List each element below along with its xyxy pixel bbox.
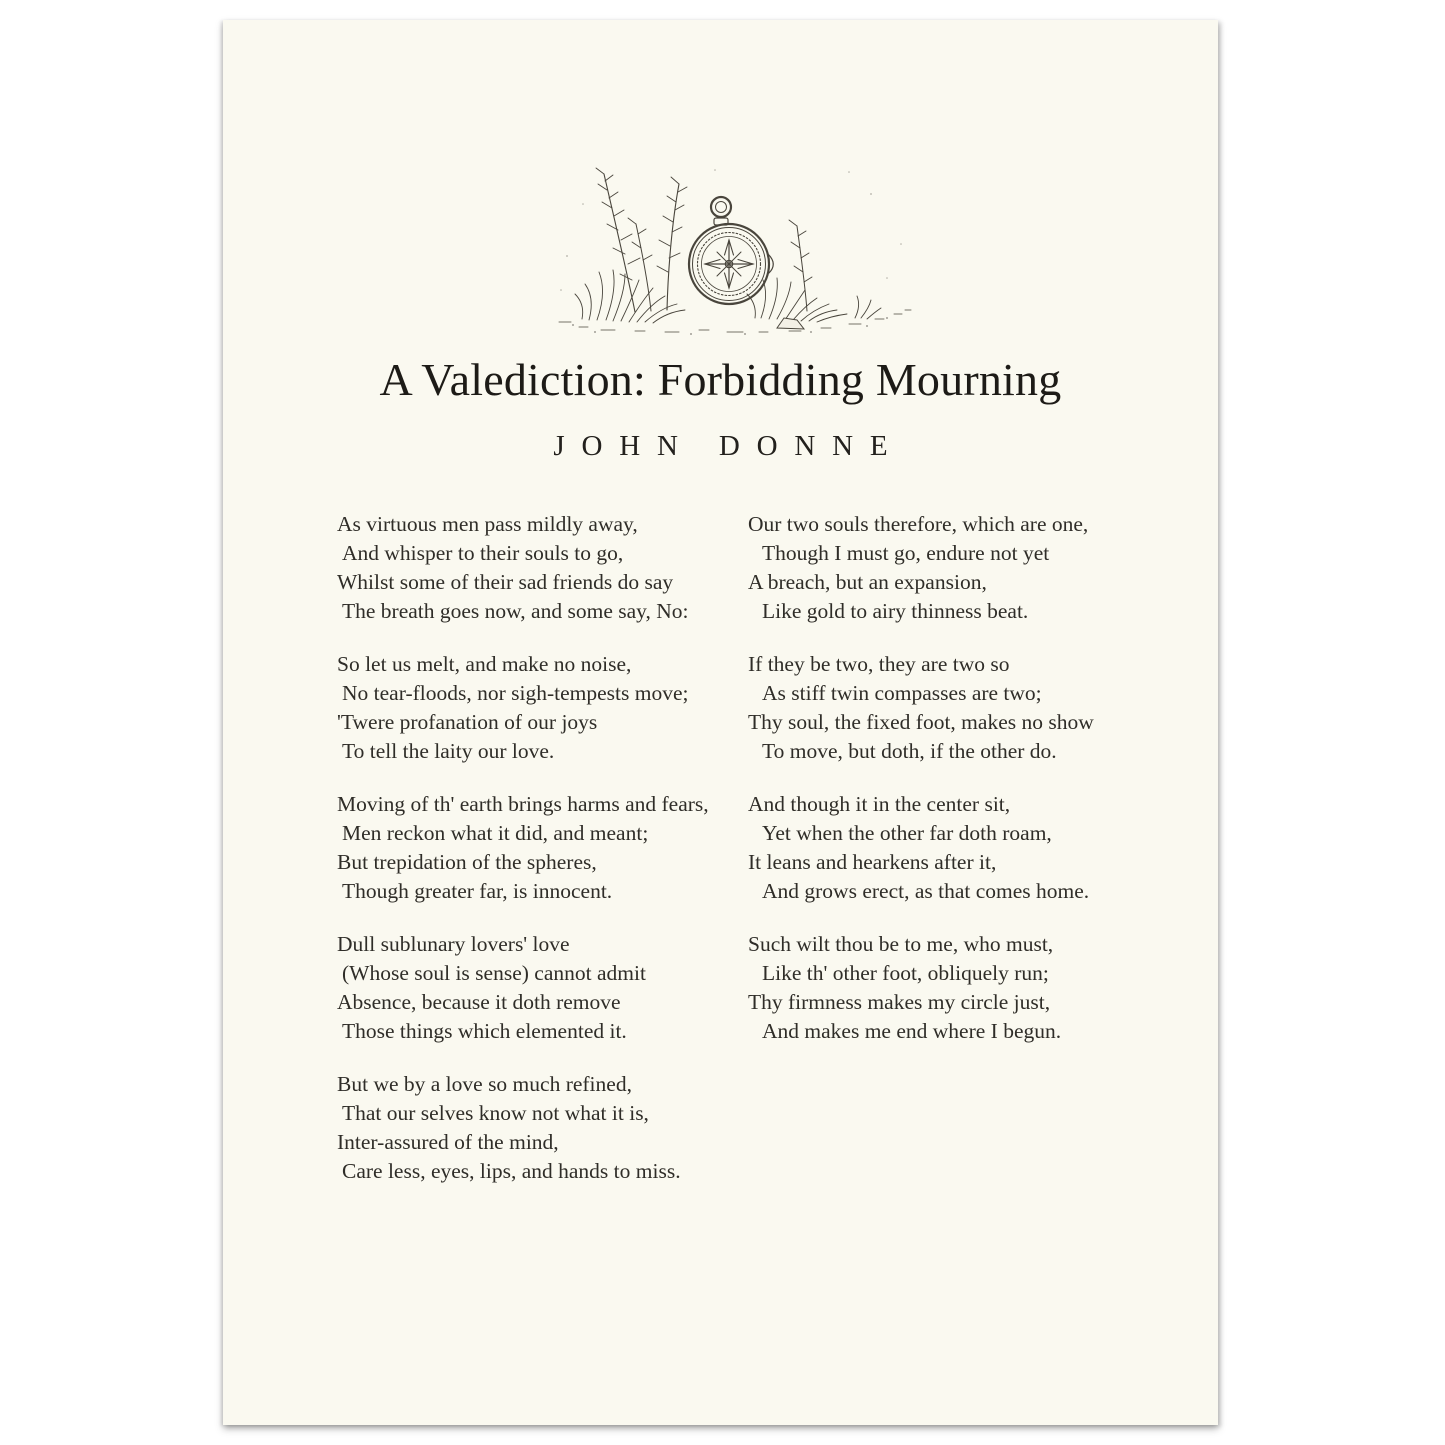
stanza-6 [748,510,1128,626]
poem-line: Moving of th' earth brings harms and fears, [337,791,709,816]
poem-line: As virtuous men pass mildly away, [337,511,638,536]
poem-line: Such wilt thou be to me, who must, [748,931,1054,956]
stanza-3 [337,790,748,906]
poem-column-right [748,510,1128,1210]
poem-line: And though it in the center sit, [748,791,1011,816]
header-illustration [223,160,1218,340]
poem-line: As stiff twin compasses are two; [762,680,1042,705]
poem-line: Dull sublunary lovers' love [337,931,570,956]
poem-line: Absence, because it doth remove [337,989,621,1014]
stanza-1 [337,510,748,626]
poem-line: (Whose soul is sense) cannot admit [342,960,646,985]
poem-author-text: JOHN DONNE [553,430,905,463]
poem-line: Thy soul, the fixed foot, makes no show [748,709,1094,734]
poem-line: Yet when the other far doth roam, [762,820,1052,845]
compass-in-grass-illustration-icon [549,160,929,340]
poem-line: 'Twere profanation of our joys [337,709,598,734]
poem-line: Care less, eyes, lips, and hands to miss. [342,1158,681,1183]
stanza-2 [337,650,748,766]
stanza-9 [748,930,1128,1046]
poem-line: If they be two, they are two so [748,651,1010,676]
poster-paper [223,20,1218,1425]
poem-title: A Valediction: Forbidding Mourning [379,354,1062,405]
poem-line: Though greater far, is innocent. [342,878,613,903]
poem-columns [337,510,1218,1210]
poem-line: Whilst some of their sad friends do say [337,569,674,594]
poem-line: Thy firmness makes my circle just, [748,989,1051,1014]
poem-line: Those things which elemented it. [342,1018,627,1043]
stanza-7 [748,650,1128,766]
poem-line: The breath goes now, and some say, No: [342,598,689,623]
poem-line: But we by a love so much refined, [337,1071,632,1096]
poem-line: So let us melt, and make no noise, [337,651,632,676]
stanza-8 [748,790,1128,906]
poem-line: Like th' other foot, obliquely run; [762,960,1049,985]
poem-line: But trepidation of the spheres, [337,849,597,874]
stanza-4 [337,930,748,1046]
stanza-5 [337,1070,748,1186]
poem-column-left [337,510,748,1210]
poem-line: To tell the laity our love. [342,738,555,763]
poem-author [223,429,1218,464]
poem-line: That our selves know not what it is, [342,1100,649,1125]
poem-line: To move, but doth, if the other do. [762,738,1057,763]
poem-line: Though I must go, endure not yet [762,540,1050,565]
poem-line: No tear-floods, nor sigh-tempests move; [342,680,689,705]
poem-line: Men reckon what it did, and meant; [342,820,649,845]
poem-line: Inter-assured of the mind, [337,1129,559,1154]
poem-line: Our two souls therefore, which are one, [748,511,1089,536]
poem-line: Like gold to airy thinness beat. [762,598,1029,623]
poem-line: A breach, but an expansion, [748,569,987,594]
poem-line: And makes me end where I begun. [762,1018,1062,1043]
poem-line: And grows erect, as that comes home. [762,878,1090,903]
poem-line: And whisper to their souls to go, [342,540,624,565]
poem-line: It leans and hearkens after it, [748,849,997,874]
